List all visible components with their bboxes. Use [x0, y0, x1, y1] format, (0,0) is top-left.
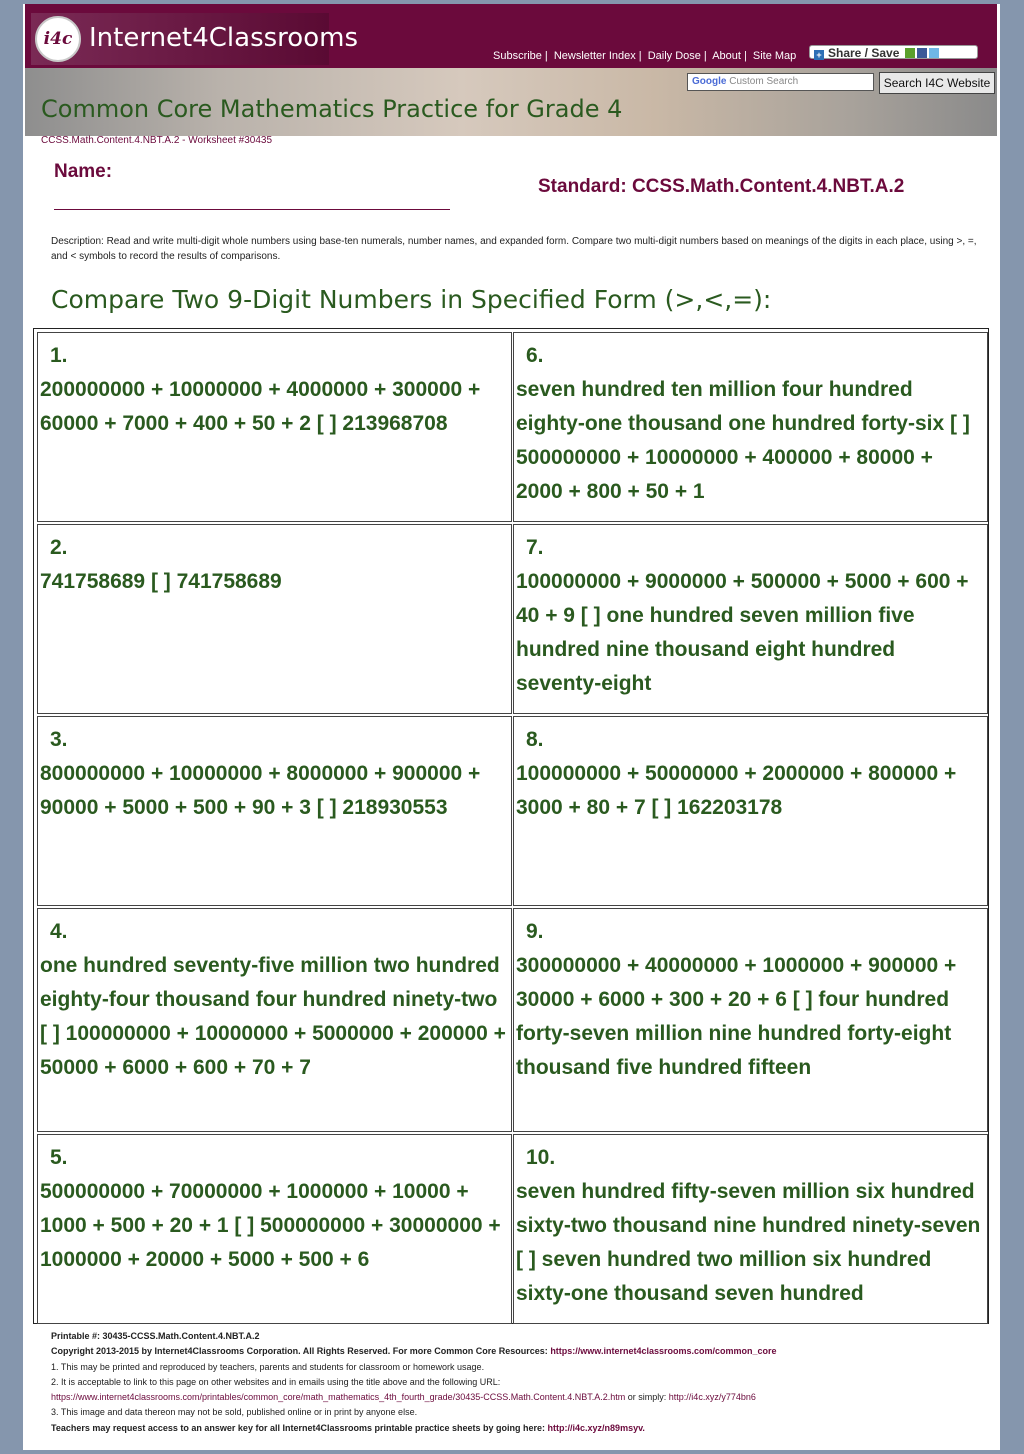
logo-mark: i4c	[35, 16, 81, 62]
twitter-share-icon[interactable]	[929, 48, 939, 58]
problem-number: 8.	[526, 728, 544, 751]
usage-note-3: 3. This image and data thereon may not be sold, published online or in print by anyone else.	[51, 1407, 418, 1418]
worksheet-page	[23, 4, 1000, 1450]
common-core-link[interactable]: https://www.internet4classrooms.com/common_core	[550, 1346, 777, 1357]
share-label: Share / Save	[828, 46, 900, 60]
search-input[interactable]	[687, 73, 874, 91]
problem-number: 5.	[50, 1146, 68, 1169]
problem-text: 100000000 + 50000000 + 2000000 + 800000 + 3000 + 80 + 7 [ ] 162203178	[516, 762, 957, 819]
logo-text: Internet4Classrooms	[89, 23, 358, 53]
short-url[interactable]: http://i4c.xyz/y774bn6	[668, 1392, 756, 1403]
standard-label: Standard: CCSS.Math.Content.4.NBT.A.2	[538, 176, 905, 197]
nav-daily-dose[interactable]: Daily Dose	[647, 50, 701, 62]
problem-number: 4.	[50, 920, 68, 943]
problem-text: 300000000 + 40000000 + 1000000 + 900000 + 30000 + 6000 + 300 + 20 + 6 [ ] four hundred forty-seven million nine hundred forty-eight thousand five hundred fifteen	[516, 954, 957, 1079]
problem-text: 500000000 + 70000000 + 1000000 + 10000 + 1000 + 500 + 20 + 1 [ ] 500000000 + 30000000 + 1000000 + 20000 + 5000 + 500 + 6	[40, 1180, 501, 1271]
problem-text: 800000000 + 10000000 + 8000000 + 900000 + 90000 + 5000 + 500 + 90 + 3 [ ] 218930553	[40, 762, 481, 819]
problem-number: 6.	[526, 344, 544, 367]
name-line	[54, 209, 450, 210]
problem-cell	[513, 908, 988, 1132]
search-placeholder: Custom Search	[729, 76, 799, 87]
answer-key-line	[51, 1421, 991, 1436]
google-logo: Google	[692, 76, 727, 87]
printable-number: Printable #: 30435-CCSS.Math.Content.4.NBT.A.2	[51, 1331, 260, 1341]
url-separator: or simply:	[625, 1392, 669, 1403]
nav-site-map[interactable]: Site Map	[752, 50, 797, 62]
problem-grid	[33, 328, 989, 1324]
problem-cell	[37, 716, 512, 906]
problem-text: 200000000 + 10000000 + 4000000 + 300000 + 60000 + 7000 + 400 + 50 + 2 [ ] 213968708	[40, 378, 481, 435]
worksheet-url[interactable]: https://www.internet4classrooms.com/printables/common_core/math_mathematics_4th_fourth_grade/30435-CCSS.Math.Content.4.NBT.A.2.htm	[51, 1392, 626, 1403]
nav-newsletter-index[interactable]: Newsletter Index	[553, 50, 636, 62]
problem-number: 7.	[526, 536, 544, 559]
url-line	[51, 1390, 991, 1405]
share-plus-icon: +	[814, 50, 824, 60]
problem-number: 3.	[50, 728, 68, 751]
footer	[51, 1329, 991, 1436]
problem-cell	[513, 1134, 988, 1324]
site-header	[25, 4, 997, 68]
usage-note-1: 1. This may be printed and reproduced by teachers, parents and students for classroom or homework usage.	[51, 1361, 485, 1372]
usage-note-2: 2. It is acceptable to link to this page on other websites and in emails using the title above and the following URL:	[51, 1376, 501, 1387]
problem-cell	[37, 332, 512, 522]
problem-cell	[37, 1134, 512, 1324]
answer-key-link[interactable]: http://i4c.xyz/n89msyv.	[547, 1422, 645, 1433]
description: Description: Read and write multi-digit whole numbers using base-ten numerals, number names, and expanded form. Compare two multi-digit numbers based on meanings of the digits in each place, using >, =, and < symbols to record the results of comparisons.	[51, 236, 977, 262]
problem-number: 1.	[50, 344, 68, 367]
copyright-line	[51, 1344, 991, 1359]
page-title: Common Core Mathematics Practice for Grade 4	[41, 95, 623, 123]
problem-number: 10.	[526, 1146, 556, 1169]
email-share-icon[interactable]	[905, 48, 915, 58]
section-title: Compare Two 9-Digit Numbers in Specified Form (>,<,=):	[51, 285, 772, 314]
problem-number: 2.	[50, 536, 68, 559]
worksheet-id: CCSS.Math.Content.4.NBT.A.2 - Worksheet #30435	[41, 135, 273, 146]
problem-cell	[513, 524, 988, 714]
search-button[interactable]: Search I4C Website	[879, 72, 995, 94]
name-label: Name:	[54, 161, 113, 182]
problem-cell	[37, 524, 512, 714]
problem-text: 741758689 [ ] 741758689	[40, 570, 282, 593]
problem-text: 100000000 + 9000000 + 500000 + 5000 + 600 + 40 + 9 [ ] one hundred seven million five hundred nine thousand eight hundred seventy-eight	[516, 570, 969, 695]
nav-subscribe[interactable]: Subscribe	[493, 50, 542, 62]
top-nav: Subscribe | Newsletter Index | Daily Dose | About | Site Map	[493, 50, 797, 62]
nav-about[interactable]: About	[712, 50, 741, 62]
problem-number: 9.	[526, 920, 544, 943]
problem-text: one hundred seventy-five million two hundred eighty-four thousand four hundred ninety-two [ ] 100000000 + 10000000 + 5000000 + 200000 + 50000 + 6000 + 600 + 70 + 7	[40, 954, 506, 1079]
problem-cell	[37, 908, 512, 1132]
problem-cell	[513, 716, 988, 906]
facebook-share-icon[interactable]	[917, 48, 927, 58]
problem-cell	[513, 332, 988, 522]
copyright-text: Copyright 2013-2015 by Internet4Classrooms Corporation. All Rights Reserved. For more Common Core Resources:	[51, 1346, 548, 1357]
answer-key-text: Teachers may request access to an answer key for all Internet4Classrooms printable practice sheets by going here:	[51, 1422, 546, 1433]
problem-text: seven hundred fifty-seven million six hundred sixty-two thousand nine hundred ninety-seven [ ] seven hundred two million six hundred sixty-one thousand seven hundred	[516, 1180, 981, 1305]
problem-text: seven hundred ten million four hundred eighty-one thousand one hundred forty-six [ ] 500000000 + 10000000 + 400000 + 80000 + 2000 + 800 + 50 + 1	[516, 378, 970, 503]
share-save-button[interactable]	[809, 45, 978, 59]
site-logo[interactable]	[31, 13, 358, 65]
